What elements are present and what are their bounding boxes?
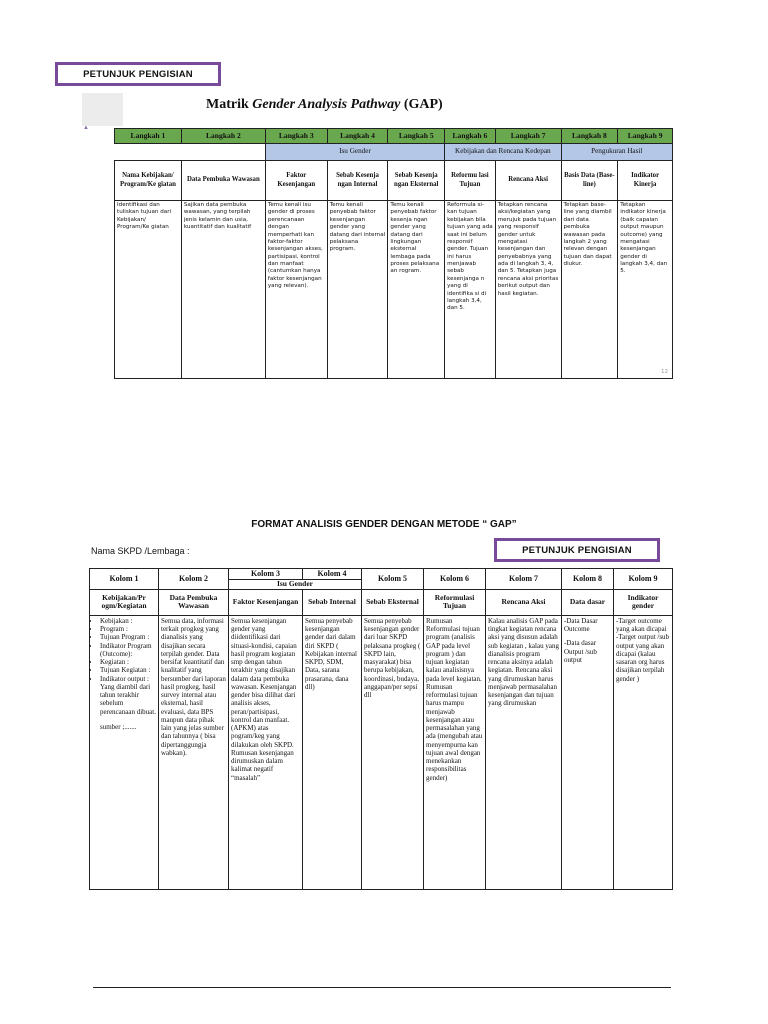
subheader-cell: Reformulasi Tujuan [424,589,486,615]
step-header: Langkah 2 [181,129,265,144]
nama-skpd-label: Nama SKPD /Lembaga : [91,546,190,556]
instruction-cell: Identifikasi dan tuliskan tujuan dari Kebijakan/ Program/Ke giatan [115,201,182,379]
list-item: • Indikator Program (Outcome): [100,642,156,659]
subheader-cell: Data Pembuka Wawasan [159,589,229,615]
col6-cell: Rumusan Reformulasi tujuan program (analisis GAP pada level program ) dan tujuan kegiatan kalau analisisnya pada level kegiatan. Rumusan reformulasi tujuan harus mampu menjawab kesenjangan atau permasalahan yang ada (mengubah atau menyempurna kan tujuan awal dengan menekankan responsibilitas gender) [424,615,486,889]
subheader-cell: Basis Data (Base-line) [561,161,618,201]
instruction-cell [618,201,673,379]
sumber-text: sumber ;....... [100,722,137,731]
col5-cell: Semua penyebab kesenjangan gender dari luar SKPD pelaksana progkeg ( SKPD lain, masyarakat) bisa berupa kebijakan, koordinasi, budaya, anggapan/per sepsi dll [362,615,424,889]
group-isu-gender: Isu Gender [265,144,444,161]
subheader-cell: Kebijakan/Pr ogm/Kegiatan [90,589,159,615]
instruction-cell: Temu kenali penyebab faktor kesenjangan gender yang datang dari internal pelaksana program. [327,201,388,379]
subheader-cell: Indikator Kinerja [618,161,673,201]
col3-cell: Semua kesenjangan gender yang diidentifikasi dari situasi-kondisi, capaian hasil program kegiatan smp dengan tahun terakhir yang disajikan dalam data pembuka wawasan. Kesenjangan gender bisa dilihat dari analisis akses, peran/partisipasi, kontrol dan manfaat. (APKM) atas pogram/keg yang dilakukan oleh SKPD. Rumusan kesenjangan dirumuskan dalam kalimat negatif “masalah” [229,615,303,889]
step-header-row [115,129,673,144]
subheader-row-2 [90,589,673,615]
kolom-header: Kolom 4 [303,569,362,580]
step-header: Langkah 6 [445,129,496,144]
subheader-cell: Sebab Eksternal [362,589,424,615]
kolom-header-row [90,569,673,580]
step-header: Langkah 7 [495,129,561,144]
subheader-cell: Reformu lasi Tujuan [445,161,496,201]
list-item: • Kebijakan : [100,617,156,625]
subheader-row [115,161,673,201]
petunjuk-text: PETUNJUK PENGISIAN [522,544,632,556]
col8-item: -Data Dasar Outcome [564,616,598,634]
subheader-cell: Data Pembuka Wawasan [181,161,265,201]
list-item: • Kegiatan : [100,658,156,666]
petunjuk-text: PETUNJUK PENGISIAN [83,68,193,80]
subheader-cell: Sebab Kesenja ngan Internal [327,161,388,201]
col8-item: -Data dasar Output /sub output [564,639,597,664]
placeholder-image [82,93,123,126]
list-item: • Indikator output : Yang diambil dari tahun terakhir sebelum perencanaan dibuat. [100,675,156,716]
instruction-cell: Tetapkan rencana aksi/kegiatan yang merujuk pada tujuan yang responsif gender untuk mengatasi kesenjangan dan penyebabnya yang ada di langkah 3, 4, dan 5. Tetapkan juga rencana aksi prioritas berikut output dan hasil kegiatan. [495,201,561,379]
col8-text: Data Dasar Outcome [564,616,598,634]
col9-item: -Target output /sub output yang akan dicapai (kalau sasaran org harus disajikan terpilah gender ) [616,633,670,683]
isu-gender-header: Isu Gender [229,580,362,590]
col8-text: Data dasar Output /sub output [564,639,597,664]
col9-cell [614,615,673,889]
subheader-cell: Rencana Aksi [486,589,562,615]
step-header: Langkah 1 [115,129,182,144]
petunjuk-pengisian-label [55,62,221,86]
kolom-header: Kolom 3 [229,569,303,580]
kolom-header: Kolom 9 [614,569,673,590]
kolom-header: Kolom 7 [486,569,562,590]
page-title [206,97,443,113]
step-header: Langkah 9 [618,129,673,144]
col4-cell: Semua penyebab kesenjangan gender dari dalam diri SKPD ( Kebijakan internal SKPD, SDM, Data, sarana prasarana, dana dll) [303,615,362,889]
col2-cell: Semua data, informasi terkait progkeg yang dianalisis yang disajikan secara terpilah gender. Data bersifat kuantitatif dan kualitatif yang bersumber dari laporan hasil progkeg, hasil survey internal atau eksternal, hasil evaluasi, data BPS maupun data pihak lain yang jelas sumber dan tahunnya ( bisa dipertanggungja wabkan). [159,615,229,889]
small-triangle-icon: ▲ [83,125,89,131]
format-title: FORMAT ANALISIS GENDER DENGAN METODE “ GAP” [251,519,517,530]
subheader-cell: Faktor Kesenjangan [229,589,303,615]
subheader-cell: Rencana Aksi [495,161,561,201]
col9-item: -Target outcome yang akan dicapai [616,616,667,634]
col9-text: Target output /sub output yang akan dicapai (kalau sasaran org harus disajikan terpilah gender ) [616,633,670,683]
kolom-header: Kolom 5 [362,569,424,590]
list-item: • Tujuan Program : [100,633,156,641]
col9-text: Target outcome yang akan dicapai [616,616,667,634]
kolom-header: Kolom 1 [90,569,159,590]
col1-cell [90,615,159,889]
instruction-cell: Sajikan data pembuka wawasan, yang terpilah jenis kelamin dan usia, kuantitatif dan kualitatif [181,201,265,379]
title-italic: Gender Analysis Pathway [252,97,401,112]
petunjuk-pengisian-label-2 [494,538,660,562]
col8-cell [562,615,614,889]
subheader-cell: Data dasar [562,589,614,615]
group-header-row [115,144,673,161]
step-header: Langkah 4 [327,129,388,144]
footer-divider [93,987,671,988]
subheader-cell: Sebab Kesenja ngan Eksternal [388,161,445,201]
empty-cell [115,144,266,161]
instruction-text: Tetapkan indikator kinerja (baik capaian output maupun outcome) yang mengatasi kesenjangan gender di langkah 3,4, dan 5. [620,202,668,275]
col1-list [92,617,156,716]
subheader-cell: Sebab Internal [303,589,362,615]
title-suffix: (GAP) [400,97,443,112]
instruction-cell: Tetapkan base-line yang diambil dari data pembuka wawasan pada langkah 2 yang relevan dengan tujuan dan dapat diukur. [561,201,618,379]
page-number: 12 [661,368,668,375]
step-header: Langkah 5 [388,129,445,144]
subheader-cell: Faktor Kesenjangan [265,161,327,201]
step-header: Langkah 3 [265,129,327,144]
subheader-cell: Indikator gender [614,589,673,615]
kolom-header: Kolom 6 [424,569,486,590]
list-item: • Tujuan Kegiatan : [100,666,156,674]
gap-format-table [89,568,673,890]
instruction-cell: Temu kenali penyebab faktor kesenja ngan gender yang datang dari lingkungan eksternal lembaga pada proses pelaksana an rogram. [388,201,445,379]
gap-matrix-table [114,128,673,379]
instruction-cell: Reformula si-kan tujuan kebijakan bila tujuan yang ada saat ini belum responsif gender. Tujuan ini harus menjawab sebab kesenjanga n yang di identifika si di langkah 3,4, dan 5. [445,201,496,379]
title-prefix: Matrik [206,97,253,112]
kolom-header: Kolom 8 [562,569,614,590]
step-header: Langkah 8 [561,129,618,144]
instruction-cell: Temu kenali isu gender di proses perencanaan dengan memperhati kan faktor-faktor kesenjangan akses, partisipasi, kontrol dan manfaat (cantumkan hanya faktor kesenjangan yang relevan). [265,201,327,379]
content-row [90,615,673,889]
list-item: • Program : [100,625,156,633]
kolom-header: Kolom 2 [159,569,229,590]
group-pengukuran: Pengukuran Hasil [561,144,672,161]
instruction-row [115,201,673,379]
subheader-cell: Nama Kebijakan/ Program/Ke giatan [115,161,182,201]
col7-cell: Kalau analisis GAP pada tingkat kegiatan rencana aksi yang disusun adalah sub kegiatan , kalau yang dianalisis program rencana aksinya adalah kegiatan. Rencana aksi yang dirumuskan harus menjawab permasalahan kesenjangan dan tujuan yang dirumuskan [486,615,562,889]
group-kebijakan: Kebijakan dan Rencana Kedepan [445,144,561,161]
